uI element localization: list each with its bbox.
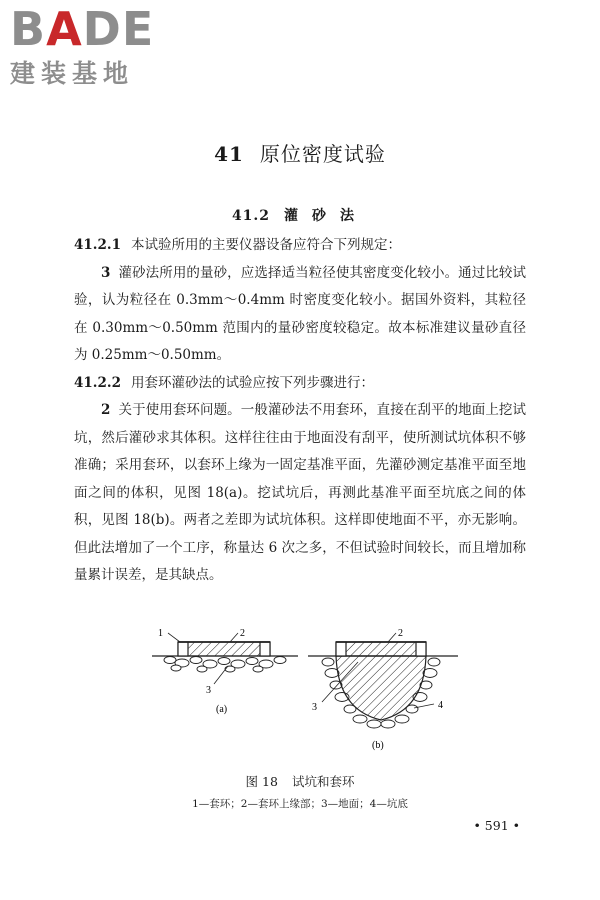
subfigure-a-label: (a) xyxy=(216,704,228,715)
clause-text: 本试验所用的主要仪器设备应符合下列规定： xyxy=(130,237,401,253)
leader-4-b xyxy=(414,704,434,708)
section-name: 灌砂法 xyxy=(284,208,369,224)
item-text: 灌砂法所用的量砂，应选择适当粒径使其密度变化较小。通过比较试验，认为粒径在 0.3mm～0.4mm 时密度变化较小。据国外资料，其粒径在 0.30mm～0.50mm 范围内的量砂密度较稳定。故本标准建议量砂直径为 0.25mm～0.50mm。 xyxy=(74,264,526,363)
diagram-a xyxy=(152,628,298,715)
bade-logo xyxy=(10,2,180,90)
chapter-number: 41 xyxy=(214,142,244,166)
subfigure-b-label: (b) xyxy=(372,740,384,751)
logo-letters-de: DE xyxy=(82,2,155,56)
section-title xyxy=(0,205,600,225)
leader-2-b xyxy=(388,633,396,642)
body-text xyxy=(74,232,526,590)
section-number: 41.2 xyxy=(231,208,271,224)
label-4-b: 4 xyxy=(438,700,443,711)
label-2-a: 2 xyxy=(240,628,245,639)
item-number: 3 xyxy=(101,264,111,281)
logo-subtitle: 建装基地 xyxy=(10,59,135,88)
clause-number: 41.2.1 xyxy=(74,237,121,253)
diagram-b xyxy=(308,628,458,751)
figure-18 xyxy=(140,620,470,775)
clause-41-2-1 xyxy=(74,232,526,260)
ring-right-b xyxy=(416,642,426,656)
sand-fill-a xyxy=(178,642,270,656)
clause-text: 用套环灌砂法的试验应按下列步骤进行： xyxy=(130,374,374,391)
label-1-a: 1 xyxy=(158,628,163,639)
item-2 xyxy=(74,397,526,590)
label-2-b: 2 xyxy=(398,628,403,639)
clause-number: 41.2.2 xyxy=(74,374,121,391)
label-3-a: 3 xyxy=(206,685,211,696)
chapter-name: 原位密度试验 xyxy=(259,142,386,166)
figure-title: 试坑和套环 xyxy=(291,774,355,789)
leader-2-a xyxy=(230,633,238,642)
item-number: 2 xyxy=(101,402,111,418)
clause-41-2-2 xyxy=(74,370,526,398)
ring-left-a xyxy=(178,642,188,656)
leader-3-a xyxy=(214,666,228,684)
figure-legend: 1—套环；2—套环上缘部；3—地面；4—坑底 xyxy=(192,798,408,810)
chapter-title xyxy=(0,138,600,167)
test-pit-diagram xyxy=(140,620,470,775)
logo-letter-b: B xyxy=(10,2,47,56)
item-text: 关于使用套环问题。一般灌砂法不用套环，直接在刮平的地面上挖试坑，然后灌砂求其体积。这样往往由于地面没有刮平，使所测试坑体积不够准确；采用套环，以套环上缘为一固定基准平面，先灌砂测定基准平面至地面之间的体积，见图 18(a)。挖试坑后，再测此基准平面至坑底之间的体积，见图 18(b)。两者之差即为试坑体积。这样即使地面不平，亦无影响。但此法增加了一个工序，称量达 6 次之多，不但试验时间较长，而且增加称量累计误差，是其缺点。 xyxy=(74,402,526,583)
page-number: • 591 • xyxy=(473,818,520,833)
label-3-b: 3 xyxy=(312,702,317,713)
ring-right-a xyxy=(260,642,270,656)
logo-wordmark xyxy=(10,2,180,56)
ring-left-b xyxy=(336,642,346,656)
logo-letter-a: A xyxy=(46,2,83,56)
figure-number: 图 18 xyxy=(245,774,278,789)
sand-fill-b xyxy=(336,642,426,656)
figure-caption xyxy=(0,772,600,790)
leader-1-a xyxy=(168,633,180,642)
item-3 xyxy=(74,260,526,370)
